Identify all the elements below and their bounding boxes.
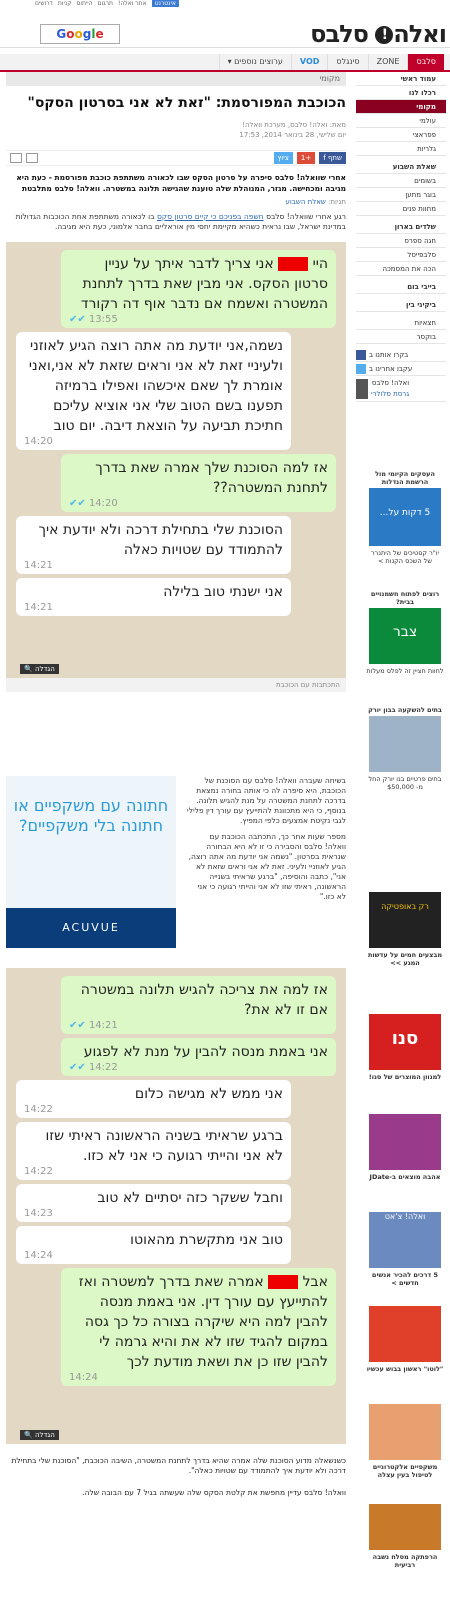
chat-bubble-outgoing <box>61 976 336 1034</box>
mobile-phone-icon <box>356 379 368 399</box>
read-checkmark-icon: ✔✔ <box>69 314 89 325</box>
print-icon[interactable] <box>10 153 22 163</box>
top-link[interactable]: הייתוס <box>76 0 93 7</box>
facebook-share-label: שתף <box>327 154 342 162</box>
sidebar-item[interactable]: רכלו לנו <box>356 86 446 100</box>
side-ad[interactable] <box>366 1504 444 1569</box>
ad-title: רוצים לפתוח חשמנויים בבית? <box>370 590 440 606</box>
sidebar-twitter[interactable] <box>356 362 446 376</box>
chat-message-text: טוב אני מתקשרת מהאוטו <box>130 1232 283 1248</box>
read-checkmark-icon: ✔✔ <box>69 1062 89 1073</box>
side-ad[interactable] <box>366 1114 444 1181</box>
enlarge-label: הגדלה <box>34 1431 55 1439</box>
sidebar-facebook[interactable] <box>356 348 446 362</box>
ad-title: העסקים הקיומי מול הרשמת הנדלות <box>375 470 435 486</box>
chat-message-text: נשמה,אני יודעת מה אתה רוצה הגיע לאוזני ולעיניי זאת לא אני וראים שזאת לא אני,ואני אומרת לך שאם איכשהו ואפילו ברמיזה תפענו בשם הטוב שלי אני אוציא עליכם חתיכת תביעה על הוצאת דיבה. יום טוב <box>28 338 283 434</box>
article-middle <box>6 776 346 956</box>
chat-timestamp: 13:55 ✔✔ <box>69 314 118 325</box>
site-header <box>0 20 450 48</box>
sidebar-mobile[interactable] <box>356 376 446 402</box>
sidebar-item-selected[interactable]: מקומי <box>356 100 446 114</box>
article-text: מספר שעות אחר כך, התכתבה הכוכבת עם וואלה! סלבס והסבירה כי זו לא היא הבחורה שנראית בסרטון. "נשמה אני יודעת מה אתה רוצה, הגיע לאוזניי ולעיני. זאת לא אני וראים שזאת לא אני", כתבה והוסיפה, "ברגע שראיתי בשנייה הראשונה, ראיתי שזו לא אני והייתי רגועה כי אני לא כזו." <box>188 832 346 901</box>
top-link[interactable]: דרושים <box>35 0 53 7</box>
chat-message-text: ברגע שראיתי בשניה הראשונה ראיתי שזו לא אני והייתי רגועה כי אני לא כזו. <box>45 1128 283 1164</box>
chat-message-text: היי אני צריך לדבר איתך על עניין סרטון הסקס. אני מבין שאת בדרך לתחנת המשטרה ואשמח אם נדבר אוף דה רקורד <box>80 256 328 312</box>
article-lead: אחרי שוואלה! סלבס סיפרה על סרטון הסקס שבו לכאורה משתתפת כוכבת מפורסמת - כעת היא מגיבה ומכחישה. מגזר, המנוהלת שלה טוענת שהגישה תלונה במשטרה. וואלה! סלבס מתלבטת <box>16 173 346 193</box>
article-paragraph <box>6 212 346 232</box>
article-paragraph: וואלה! סלבס עדיין מחפשת את קלטת הסקס שלה שעשתה בגיל 7 עם הבובה שלה. <box>82 1488 346 1497</box>
google-plus-button[interactable]: +1 <box>297 152 315 164</box>
share-bar <box>6 150 346 166</box>
article-text: בו לכאורה משתתפת אחת הכוכבות הגדולות במדינת ישראל, שבו נראית כשהיא מקיימת יחסי מין אוראליים בחבר אלמוני, כעת היא מגיבה. <box>15 212 346 231</box>
chat-bubble-incoming <box>16 332 291 450</box>
ad-caption: מבצעים חמים על עדשות המגע >> <box>367 951 443 967</box>
ad-brand: ACUVUE <box>6 908 176 948</box>
article-text: בשיחה שעברה וואלה! סלבס עם הסוכנת של הכוכבת, היא סיפרה לה כי אותה בחורה נמצאת בדרכה לתחנת המשטרה על מנת להגיש תלונה. בנוסף, כי היא מתכוונת להתייעץ עם עורך דין פלילי לגבי נקיטת אמצעים כלפי המפיץ. <box>187 776 346 825</box>
chat-timestamp: 14:20 ✔✔ <box>69 498 118 509</box>
side-ad[interactable] <box>366 706 444 791</box>
sidebar-item[interactable]: שלדים בארון <box>356 220 446 234</box>
tags-label: תגיות: <box>328 198 346 206</box>
article-inline-link[interactable]: חשפה בפניכם כי קיים סרטון סקס <box>156 212 264 221</box>
ad-caption: יו"ר קסטיכים של היתנרר של השכס הקנות > <box>371 549 439 565</box>
side-ad[interactable] <box>366 1014 444 1081</box>
sidebar-item[interactable]: בוגר מתען <box>356 188 446 202</box>
ad-caption: למגוון המוצרים של סנו! <box>368 1073 442 1081</box>
chat-bubble-outgoing <box>61 250 336 328</box>
sidebar-item[interactable]: שאלת השבוע <box>356 160 446 174</box>
sidebar-item[interactable]: חצאיות <box>356 316 446 330</box>
chat-bubble-outgoing <box>61 1038 336 1076</box>
ad-caption: 5 דרכים להכיר אנשים חדשים > <box>371 1271 439 1287</box>
side-ad[interactable] <box>366 1306 444 1373</box>
tag-link[interactable]: שאלת השבוע <box>285 198 326 206</box>
chat-message-text: אז למה את צריכה להגיש תלונה במשטרה אם זו לא את? <box>80 982 328 1018</box>
sidebar-item[interactable]: פפראצי <box>356 128 446 142</box>
chat-screenshot-2 <box>6 968 346 1444</box>
side-ad[interactable] <box>366 1212 444 1287</box>
article-tags <box>6 198 346 206</box>
nav-tab-zone[interactable]: ZONE <box>368 54 408 70</box>
top-bar <box>0 0 450 20</box>
acuvue-ad[interactable] <box>6 776 176 948</box>
ad-image <box>369 716 441 772</box>
ad-image <box>369 1306 441 1362</box>
chat-timestamp: 14:22 <box>24 1104 53 1115</box>
ad-image: ואלה! צ'אט <box>369 1212 441 1268</box>
ad-image: צבר <box>369 608 441 664</box>
breadcrumb[interactable]: מקומי <box>6 72 346 86</box>
top-links <box>35 0 179 7</box>
side-ad[interactable] <box>366 1404 444 1479</box>
nav-tab-more[interactable]: ערוצים נוספים ▾ <box>219 54 291 70</box>
chat-timestamp: 14:24 <box>24 1250 53 1261</box>
facebook-icon <box>356 350 366 360</box>
top-link-internet[interactable]: אינטרנט <box>152 0 179 7</box>
ad-title: בתים להשקעה בבון יורק <box>368 706 442 714</box>
side-ad[interactable] <box>366 470 444 565</box>
top-link[interactable]: קניות <box>57 0 72 7</box>
chat-message-text: הסוכנת שלי בתחילת דרכה ולא יודעת איך להתמודד עם שטויות כאלה <box>38 522 283 558</box>
main-nav <box>0 54 450 72</box>
sidebar-item[interactable]: עולמי <box>356 114 446 128</box>
sidebar-item[interactable]: הכה את המסמכה <box>356 262 446 276</box>
ad-caption: אהבה מוצאים ב-JDate <box>369 1173 441 1181</box>
nav-tab-singles[interactable]: סינגלס <box>327 54 367 70</box>
redaction-block <box>268 1275 298 1289</box>
chat-bubble-incoming <box>16 1184 291 1222</box>
chat-bubble-incoming <box>16 1122 291 1180</box>
ad-caption: הרפתקה מסלח נשבה רביעית <box>372 1553 438 1569</box>
sidebar-item[interactable]: גלריות <box>356 142 446 156</box>
chat-message-text: וחבל ששקר כזה יסתיים לא טוב <box>97 1190 283 1206</box>
chat-bubble-incoming <box>16 578 291 616</box>
ad-caption: בתים פרטיים בנו יורק החל מ- $50,000 <box>368 775 442 791</box>
top-link[interactable]: אתר ואלה! <box>117 0 147 7</box>
ad-caption: משקפיים אלקטרוניים לטיפול בעין עצלה <box>372 1463 438 1479</box>
image-caption: התכתבות עם הכוכבת <box>6 678 346 692</box>
ad-image: 5 דקות על... <box>369 488 441 546</box>
sidebar-item[interactable]: בייבי בום <box>356 280 446 294</box>
article-paragraph <box>186 776 346 902</box>
chat-timestamp: 14:21 <box>24 560 53 571</box>
ad-image: סנו <box>369 1014 441 1070</box>
logo-mark-icon: ! <box>375 26 393 44</box>
sidebar-item[interactable]: ביקיני בין <box>356 298 446 312</box>
logo-section: סלבס <box>310 20 368 48</box>
article-paragraph: כשנשאלה מדוע הסוכנת שלה אמרה שהיא בדרך לתחנת המשטרה, השיבה הכוכבת, "הסוכנת שלי בתחילת דרכה ולא יודעת איך להתמודד עם שטויות כאלה". <box>11 1456 346 1475</box>
ad-text: חתונה עם משקפיים או חתונה בלי משקפיים? <box>13 796 169 835</box>
article-author: מאת: ואלה! סלבס, מערכת וואלה! <box>242 121 346 129</box>
chat-timestamp: 14:22 ✔✔ <box>69 1062 118 1073</box>
nav-tab-celebs[interactable]: סלבס <box>407 54 444 70</box>
chat-timestamp: 14:21 <box>24 602 53 613</box>
redaction-block <box>278 257 308 271</box>
sidebar-item[interactable]: בשומים <box>356 174 446 188</box>
side-ad[interactable] <box>366 590 444 675</box>
article <box>6 72 346 1498</box>
google-search-logo[interactable]: Google <box>40 24 120 44</box>
article-text: רגע אחרי שוואלה! סלבס <box>263 212 346 221</box>
read-checkmark-icon: ✔✔ <box>69 1020 89 1031</box>
chat-screenshot-1 <box>6 242 346 678</box>
sidebar-facebook-label: בקרו אותנו ב <box>369 350 409 359</box>
logo-brand: ואלה <box>393 20 446 48</box>
chat-message-text: אז למה הסוכנת שלך אמרה שאת בדרך לתחנת המשטרה?? <box>95 460 328 496</box>
twitter-icon <box>356 364 366 374</box>
page-title: הכוכבת המפורסמת: "זאת לא אני בסרטון הסקס" <box>27 95 346 111</box>
sidebar-item[interactable]: חגה ספרס <box>356 234 446 248</box>
chat-timestamp: 14:22 <box>24 1166 53 1177</box>
sidebar <box>356 72 446 402</box>
sidebar-twitter-label: עקבו אחרינו ב <box>369 364 413 373</box>
chat-timestamp: 14:21 ✔✔ <box>69 1020 118 1031</box>
enlarge-label: הגדלה <box>34 665 55 673</box>
chat-bubble-outgoing <box>61 454 336 512</box>
top-link[interactable]: תרגום <box>97 0 113 7</box>
chat-bubble-incoming <box>16 1080 291 1118</box>
chat-bubble-incoming <box>16 516 291 574</box>
sidebar-item[interactable]: מחוות פנים <box>356 202 446 216</box>
enlarge-button[interactable]: הגדלה 🔍 <box>20 664 59 674</box>
ad-image <box>369 1404 441 1460</box>
chat-message-text: אני ממש לא מגישה כלום <box>134 1086 283 1102</box>
sidebar-item[interactable]: סלבפייסל <box>356 248 446 262</box>
chat-timestamp: 14:23 <box>24 1208 53 1219</box>
chat-timestamp: 14:20 <box>24 436 53 447</box>
ad-image <box>369 1114 441 1170</box>
facebook-share-button[interactable]: שתף f <box>319 152 346 164</box>
nav-tab-vod[interactable]: VOD <box>291 54 328 70</box>
email-icon[interactable] <box>26 153 38 163</box>
chat-bubble-incoming <box>16 1226 291 1264</box>
chat-message-text: אבל אמרה שאת בדרך למשטרה ואז להתייעץ עם עורך דין. אני באמת מנסה להבין למה היא שיקרה בצורה כל כך גסה במקום להגיד שזו לא את והיא גרמה לי להבין שזו כן את ושאת מודעת לכך <box>78 1274 328 1370</box>
chat-bubble-outgoing <box>61 1268 336 1386</box>
site-logo[interactable] <box>310 20 446 48</box>
sidebar-mobile-label: ואלה! סלבס גרסת סלולרי <box>371 378 410 398</box>
article-meta <box>6 120 346 140</box>
chat-message-text: אני באמת מנסה להבין על מנת לא לפגוע <box>83 1044 328 1060</box>
ad-image: רק באופטיקה <box>369 892 441 948</box>
article-date: יום שלישי, 28 בינואר 2014, 17:53 <box>239 131 346 139</box>
ad-image <box>369 1504 441 1550</box>
ad-caption: "לוטו" ראשון בבוש עכשיו <box>366 1365 444 1373</box>
chat-timestamp: 14:24 <box>69 1372 98 1383</box>
ad-caption: לחוות חציין זה לפלס מעלות <box>366 667 444 675</box>
enlarge-button[interactable]: הגדלה 🔍 <box>20 1430 59 1440</box>
sidebar-item[interactable]: עמוד ראשי <box>356 72 446 86</box>
tweet-button[interactable]: ציוץ <box>274 152 293 164</box>
read-checkmark-icon: ✔✔ <box>69 498 89 509</box>
sidebar-item[interactable]: בוקסר <box>356 330 446 344</box>
side-ad[interactable] <box>366 892 444 967</box>
chat-message-text: אני ישנתי טוב בלילה <box>163 584 283 600</box>
